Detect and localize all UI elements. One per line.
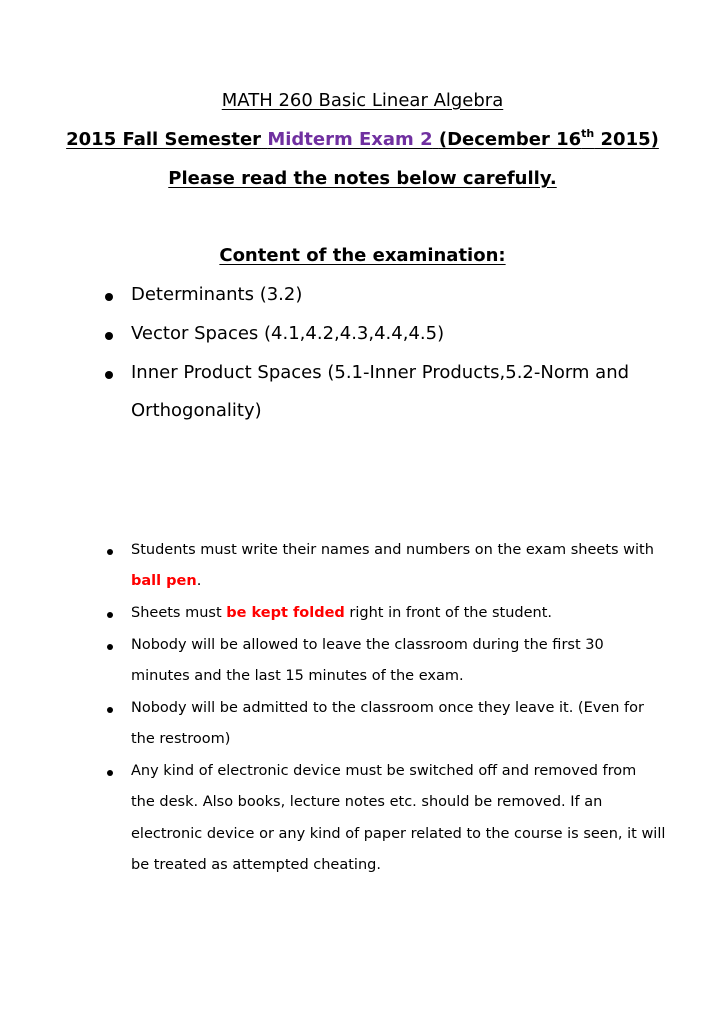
kept-folded-highlight: be kept folded [226, 605, 345, 621]
notice-heading: Please read the notes below carefully. [168, 168, 557, 189]
bullet-icon [105, 332, 113, 340]
course-title: MATH 260 Basic Linear Algebra [221, 90, 504, 111]
ball-pen-highlight: ball pen [131, 573, 197, 589]
bullet-icon [105, 293, 113, 301]
bullet-icon [107, 612, 113, 618]
exam-heading [0, 129, 725, 150]
bullet-icon [107, 549, 113, 555]
exam-date: (December 16th 2015) [438, 127, 659, 150]
bullet-icon [107, 707, 113, 713]
semester-label: 2015 Fall Semester [66, 129, 262, 150]
bullet-icon [107, 644, 113, 650]
exam-notes-page: MATH 260 Basic Linear Algebra 2015 Fall Semester Midterm Exam 2 (December 16th 2015) Please read the notes below carefully. Content of the examination: Determinants (3.2) Vector Spaces (4.1,4.2,4.3,4.4,4.5) Inner Product Spaces (5.1-Inner Products,5.2-Norm and Orthogonality) Students must write their names and numbers on the exam sheets with ball pen. Sheets must be kept folded right in front of the student. Nobody will be allowed to leave the classroom during the first 30 minutes and the last 15 minutes of the exam. Nobody will be admitted to the classroom once they leave it. (Even for the restroom) Any kind of electronic device must be switched off and removed from the desk. Also books, lecture notes etc. should be removed. If an electronic device or any kind of paper related to the course is seen, it will be treated as attempted cheating. [0, 0, 725, 1024]
bullet-icon [107, 770, 113, 776]
content-heading: Content of the examination: [219, 245, 506, 266]
exam-name: Midterm Exam 2 [267, 129, 433, 150]
bullet-icon [105, 371, 113, 379]
